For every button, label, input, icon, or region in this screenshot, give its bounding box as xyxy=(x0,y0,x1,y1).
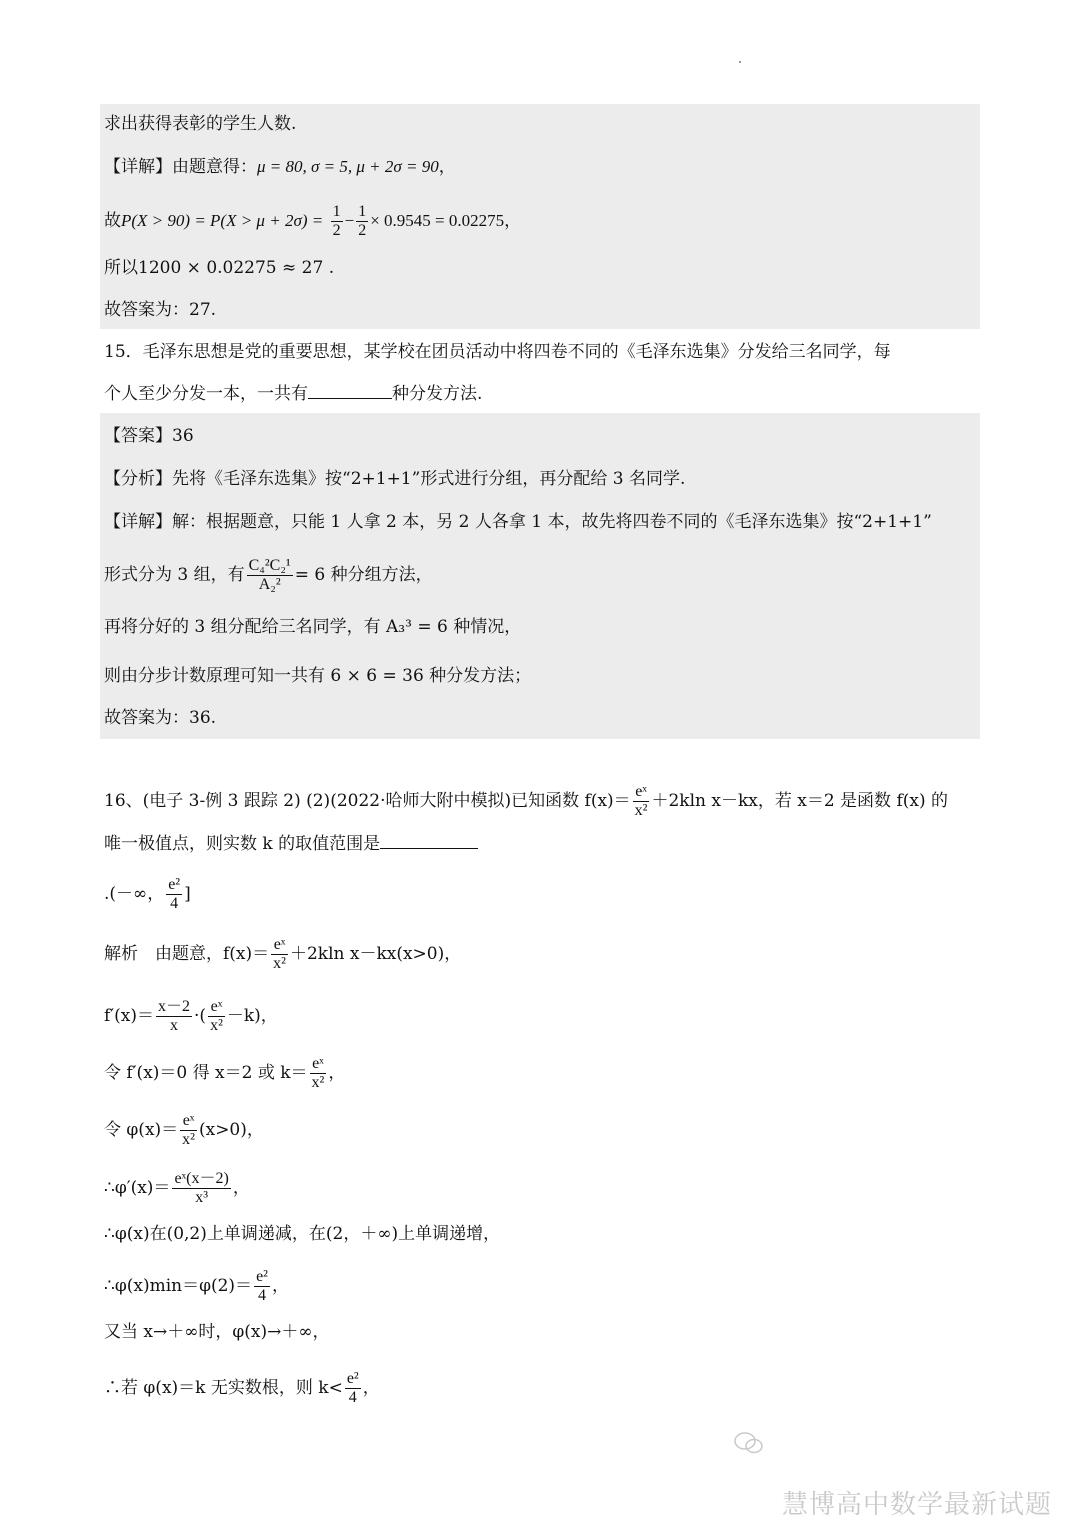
b2-detail2: 形式分为 3 组，有 $\frac{\text{C₄²C₂¹}}{\text{A₂²}}$ = 6 种分组方法， xyxy=(104,557,433,593)
sol-line8: 又当 x→＋∞时，φ(x)→＋∞， xyxy=(104,1322,330,1342)
page-speck xyxy=(739,61,741,63)
sol-line7: ∴φ(x)min＝φ(2)＝ $\frac{\text{e²}}{4}$ ， xyxy=(104,1268,289,1304)
b2-detail1: 【详解】解：根据题意，只能 1 人拿 2 本，另 2 人各拿 1 本，故先将四卷不同的《毛泽东选集》按“2+1+1” xyxy=(104,512,932,532)
b1-line5: 故答案为：27. xyxy=(104,300,217,320)
b2-analysis: 【分析】先将《毛泽东选集》按“2+1+1”形式进行分组，再分配给 3 名同学. xyxy=(104,469,686,489)
answer-blank xyxy=(308,382,392,399)
b2-detail3: 再将分好的 3 组分配给三名同学，有 A₃³ = 6 种情况， xyxy=(104,617,522,637)
answer-blank xyxy=(380,832,478,849)
b2-detail4: 则由分步计数原理可知一共有 6 × 6 = 36 种分发方法； xyxy=(104,666,532,686)
sol-line2: f′(x)＝ $\frac{x-2}{x}$ ·( $\frac{\text{eˣ}}{\text{x²}}$ －k)， xyxy=(104,998,278,1034)
q16-answer: .(－∞， $\frac{\text{e²}}{4}$ ] xyxy=(104,876,191,912)
q16-line1: 16、(电子 3-例 3 跟踪 2) (2)(2022·哈师大附中模拟)已知函数 f(x)＝ $\frac{\text{eˣ}}{\text{x²}}$ ＋2kln x－kx，若 x＝2 是函数 f(x) 的 xyxy=(104,783,949,819)
b1-line4: 所以1200 × 0.02275 ≈ 27 . xyxy=(104,258,335,278)
b1-line3: 故P(X > 90) = P(X > μ + 2σ) = $\frac{1}{2}$ − $\frac{1}{2}$ × 0.9545 = 0.02275， xyxy=(104,203,522,239)
sol-line4: 令 φ(x)＝ $\frac{\text{eˣ}}{\text{x²}}$ (x>0)， xyxy=(104,1112,264,1148)
sol-line6: ∴φ(x)在(0,2)上单调递减，在(2，＋∞)上单调递增， xyxy=(104,1224,501,1244)
sol-line1: 解析 由题意，f(x)＝ $\frac{\text{eˣ}}{\text{x²}}$ ＋2kln x－kx(x>0)， xyxy=(104,936,462,972)
q15-line2: 个人至少分发一本，一共有 种分发方法. xyxy=(104,384,483,404)
sol-line9: ∴若 φ(x)＝k 无实数根，则 k< $\frac{\text{e²}}{4}$ ， xyxy=(104,1370,380,1406)
b1-line2: 【详解】由题意得：μ = 80, σ = 5, μ + 2σ = 90， xyxy=(104,157,456,177)
b1-line1: 求出获得表彰的学生人数. xyxy=(104,114,297,134)
wechat-icon xyxy=(734,1432,764,1454)
sol-line3: 令 f′(x)＝0 得 x＝2 或 k＝ $\frac{\text{eˣ}}{\text{x²}}$ ， xyxy=(104,1055,346,1091)
q16-line2: 唯一极值点，则实数 k 的取值范围是 xyxy=(104,832,478,856)
b2-answer: 【答案】36 xyxy=(104,426,194,446)
q15-line1: 15．毛泽东思想是党的重要思想，某学校在团员活动中将四卷不同的《毛泽东选集》分发给三名同学，每 xyxy=(104,342,891,362)
watermark-text: 慧博高中数学最新试题 xyxy=(781,1490,1052,1520)
b2-detail5: 故答案为：36. xyxy=(104,708,217,728)
sol-line5: ∴φ′(x)＝ $\frac{\text{eˣ(x－2)}}{\text{x³}}$ ， xyxy=(104,1170,250,1206)
